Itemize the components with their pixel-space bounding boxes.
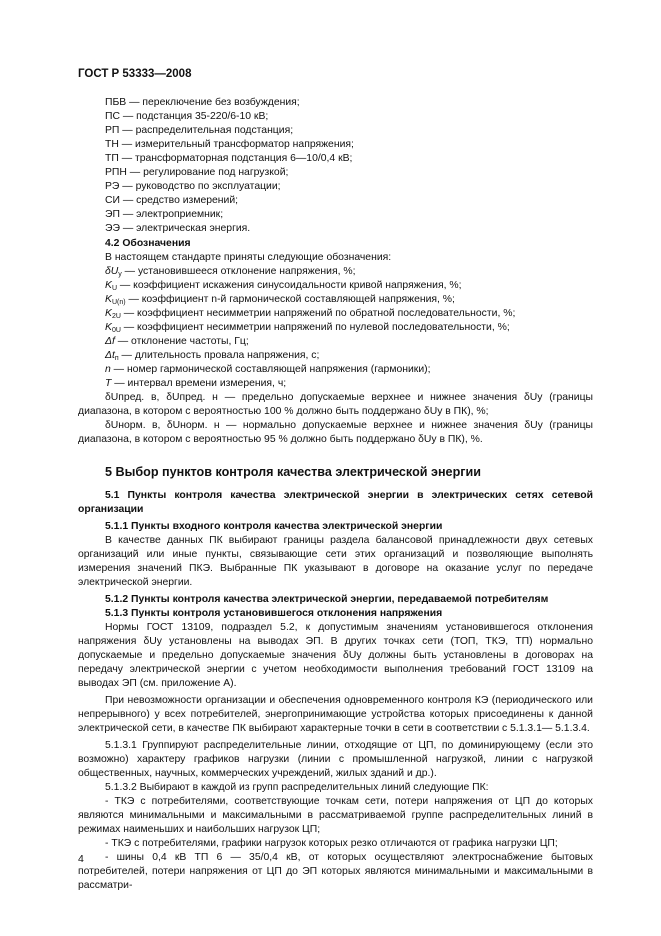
- symbol-item: [105, 321, 593, 335]
- symbol-description: — коэффициент искажения синусоидальности кривой напряжения, %;: [117, 280, 462, 291]
- abbreviation-item: РЭ — руководство по эксплуатации;: [105, 181, 281, 192]
- symbol: K: [105, 280, 112, 291]
- symbol-description: — коэффициент n-й гармонической составляющей напряжения, %;: [125, 294, 455, 305]
- symbol-item: [105, 349, 593, 363]
- page-number: 4: [78, 853, 84, 865]
- abbreviation-item: ПС — подстанция 35-220/6-10 кВ;: [105, 111, 269, 122]
- section-5-heading: 5 Выбор пунктов контроля качества электрической энергии: [105, 465, 481, 479]
- section-4-2-heading: 4.2 Обозначения: [105, 238, 191, 249]
- symbol-description: — длительность провала напряжения, с;: [118, 350, 320, 361]
- abbreviation-item: РПН — регулирование под нагрузкой;: [105, 167, 289, 178]
- section-5-1-3-1-paragraph: 5.1.3.1 Группируют распределительные линии, отходящие от ЦП, по доминирующему (если это возможно) характеру графиков нагрузки (линии с промышленной нагрузкой, линии с нагрузкой общественных, научных, коммерческих учреждений, жилых зданий и др.).: [78, 740, 593, 779]
- symbol: K: [105, 322, 112, 333]
- abbreviation-item: РП — распределительная подстанция;: [105, 125, 294, 136]
- symbol-item: [105, 363, 593, 377]
- symbol: Δf: [105, 336, 115, 347]
- section-5-1-1-paragraph: В качестве данных ПК выбирают границы раздела балансовой принадлежности двух сетевых организаций или иные пункты, связывающие сети этих организаций и позволяющие выполнять измерения значений ПКЭ. Выбранные ПК указывают в договоре на оказание услуг по передаче электрической энергии.: [78, 535, 593, 588]
- section-4-2-intro: В настоящем стандарте приняты следующие обозначения:: [105, 252, 392, 263]
- symbol-subscript: U(n): [111, 299, 126, 306]
- section-5-1-2-heading: 5.1.2 Пункты контроля качества электрической энергии, передаваемой потребителям: [105, 594, 549, 605]
- symbol-list: [78, 265, 593, 391]
- list-item: - ТКЭ с потребителями, графики нагрузок которых резко отличаются от графика нагрузки ЦП;: [105, 838, 558, 849]
- symbol-subscript: 2U: [111, 313, 121, 320]
- section-5-1-1-heading: 5.1.1 Пункты входного контроля качества электрической энергии: [105, 521, 443, 532]
- symbol-description: — номер гармонической составляющей напряжения (гармоники);: [110, 364, 431, 375]
- abbreviation-item: СИ — средство измерений;: [105, 195, 239, 206]
- symbol-item: [105, 265, 593, 279]
- symbol-item: [105, 377, 593, 391]
- symbol-item: [105, 335, 593, 349]
- abbreviation-list: [78, 96, 593, 236]
- abbreviation-item: ТН — измерительный трансформатор напряжения;: [105, 139, 354, 150]
- section-5-1-3-heading: 5.1.3 Пункты контроля установившегося отклонения напряжения: [105, 608, 443, 619]
- section-5-1-3-2-paragraph: 5.1.3.2 Выбирают в каждой из групп распределительных линий следующие ПК:: [105, 782, 489, 793]
- definition-limit-values: δUпред. в, δUпред. н — предельно допускаемые верхнее и нижнее значения δUy (границы диапазона, в котором с вероятностью 100 % должно быть поддержано δUy в ПК), %;: [78, 392, 593, 417]
- symbol-description: — установившееся отклонение напряжения, %;: [121, 266, 356, 277]
- symbol: Δt: [105, 350, 115, 361]
- symbol-description: — отклонение частоты, Гц;: [114, 336, 249, 347]
- symbol-item: [105, 307, 593, 321]
- symbol-subscript: y: [118, 271, 122, 278]
- symbol: δU: [105, 266, 119, 277]
- symbol: n: [105, 364, 111, 375]
- symbol-item: [105, 279, 593, 293]
- symbol: K: [105, 294, 112, 305]
- symbol-subscript: 0U: [111, 327, 121, 334]
- symbol-subscript: U: [111, 285, 117, 292]
- section-5-1-heading: 5.1 Пункты контроля качества электрической энергии в электрических сетях сетевой организации: [78, 490, 593, 515]
- definition-normal-values: δUнорм. в, δUнорм. н — нормально допускаемые верхнее и нижнее значения δUy (границы диапазона, в котором с вероятностью 95 % должно быть поддержано δUy в ПК), %.: [78, 420, 593, 445]
- symbol: K: [105, 308, 112, 319]
- page-content: [78, 96, 593, 893]
- symbol-subscript: п: [114, 355, 119, 362]
- symbol-description: — коэффициент несимметрии напряжений по обратной последовательности, %;: [120, 308, 516, 319]
- symbol: T: [105, 378, 112, 389]
- abbreviation-item: ТП — трансформаторная подстанция 6—10/0,4 кВ;: [105, 153, 353, 164]
- symbol-description: — коэффициент несимметрии напряжений по нулевой последовательности, %;: [120, 322, 510, 333]
- abbreviation-item: ПБВ — переключение без возбуждения;: [105, 97, 300, 108]
- abbreviation-item: ЭП — электроприемник;: [105, 209, 224, 220]
- section-5-1-3-paragraph: Нормы ГОСТ 13109, подраздел 5.2, к допустимым значениям установившегося отклонения напряжения δUy установлены на выводах ЭП. В других точках сети (ТОП, ТКЭ, ТП) нормально допускаемые и предельно допускаемые значения δUy должны быть установлены в договорах на передачу электрической энергии с учетом необходимости выполнения требований ГОСТ 13109 на выводах ЭП (см. приложение А).: [78, 622, 593, 689]
- symbol-item: [105, 293, 593, 307]
- document-header: ГОСТ Р 53333—2008: [78, 68, 192, 80]
- list-item: - ТКЭ с потребителями, соответствующие точкам сети, потери напряжения от ЦП до которых являются минимальными и максимальными в рассматриваемой группе распределительных линий в режимах наименьших и наибольших нагрузок ЦП;: [78, 796, 593, 835]
- list-item: - шины 0,4 кВ ТП 6 — 35/0,4 кВ, от которых осуществляют электроснабжение бытовых потребителей, потери напряжения от ЦП до ЭП которых являются минимальными и максимальными в рассматри-: [78, 852, 593, 891]
- abbreviation-item: ЭЭ — электрическая энергия.: [105, 223, 251, 234]
- symbol-description: — интервал времени измерения, ч;: [111, 378, 287, 389]
- section-5-1-3-paragraph-2: При невозможности организации и обеспечения одновременного контроля КЭ (периодического или непрерывного) у всех потребителей, энергопринимающие устройства которых присоединены к данной электрической сети, в качестве ПК выбирают характерные точки в сети в соответствии с 5.1.3.1— 5.1.3.4.: [78, 695, 593, 734]
